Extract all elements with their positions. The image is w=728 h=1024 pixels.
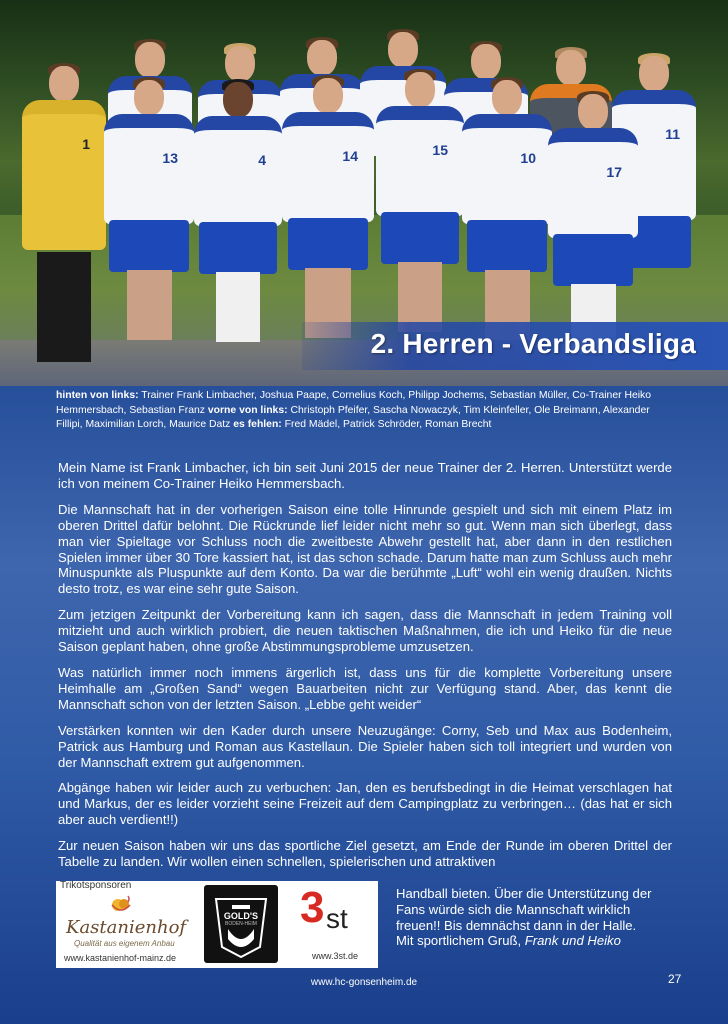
page-title: 2. Herren - Verbandsliga	[370, 328, 696, 359]
caption-missing-label: es fehlen:	[233, 419, 282, 431]
paragraph-preparation: Zum jetzigen Zeitpunkt der Vorbereitung kann ich sagen, dass die Mannschaft in jedem Training voll mitzieht und auch wirklich probiert, die neuen taktischen Maßnahmen, die ich und Heiko für die neue Saison geplant haben, ohne große Abstimmungsprobleme umzusetzen.	[58, 607, 672, 655]
paragraph-last-season: Die Mannschaft hat in der vorherigen Saison eine tolle Hinrunde gespielt und sich mit einem Platz im oberen Drittel dafür belohnt. Die Rückrunde lief leider nicht mehr so gut. Wenn man sich überlegt, dass man vier Spieltage vor Schluss noch die zweitbeste Abwehr gestellt hat, aber dann in den restlichen Spielen immer über 30 Tore kassiert hat, ist das schon schade. Darum hatte man zum Schluss auch mehr Minuspunkte als Pluspunkte auf dem Konto. Da war die berühmte „Luft“ wohl ein wenig draußen. Nichts desto trotz, es war eine sehr gute Saison.	[58, 501, 672, 597]
3st-logo	[292, 883, 372, 963]
photo-caption	[56, 389, 656, 433]
3st-number: 3	[300, 883, 325, 932]
closing-greeting: Mit sportlichem Gruß,	[396, 933, 525, 949]
caption-front-label: vorne von links:	[207, 404, 288, 416]
paragraph-goal: Zur neuen Saison haben wir uns das sportliche Ziel gesetzt, am Ende der Runde im oberen Drittel der Tabelle zu landen. Wir wollen einen schnellen, spielerischen und attraktiven	[58, 838, 672, 870]
player-front-4: 4	[194, 82, 282, 372]
player-back-6: 11	[612, 56, 696, 316]
kastanienhof-logo	[62, 895, 186, 965]
title-banner	[302, 322, 728, 370]
3st-letters: st	[326, 903, 348, 934]
player-front-10: 10	[462, 80, 552, 370]
caption-back-label: hinten von links:	[56, 390, 139, 401]
footer-url: www.hc-gonsenheim.de	[310, 977, 418, 988]
paragraph-departures: Abgänge haben wir leider auch zu verbuchen: Jan, den es berufsbedingt in die Heimat verschlagen hat und Markus, der es leider vorzieht seine Freizeit auf dem Campingplatz zu verbringen… (das hat er sich aber auch verdient!!)	[58, 780, 672, 828]
golds-logo	[204, 885, 278, 963]
golds-name: GOLD'S	[223, 911, 259, 921]
player-front-14: 14	[282, 78, 374, 368]
player-front-13: 13	[104, 80, 194, 370]
paragraph-intro: Mein Name ist Frank Limbacher, ich bin seit Juni 2015 der neue Trainer der 2. Herren. Unterstützt werde ich von meinem Co-Trainer Heiko Hemmersbach.	[58, 460, 672, 491]
closing-body: Handball bieten. Über die Unterstützung der Fans würde sich die Mannschaft wirklich freuen!! Bis demnächst dann in der Halle.	[396, 886, 652, 933]
closing-text	[396, 886, 676, 949]
kastanienhof-tagline: Qualität aus eigenem Anbau	[74, 939, 175, 948]
closing-signature: Frank und Heiko	[524, 933, 621, 949]
sponsor-box	[56, 881, 378, 968]
caption-back-names: Trainer Frank Limbacher, Joshua Paape, Cornelius Koch, Philipp Jochems, Sebastian Müller, Co-Trainer Heiko Hemmersbach, Sebastian Franz	[56, 390, 652, 416]
player-keeper: 1	[22, 66, 106, 376]
article-body	[58, 460, 672, 870]
caption-front-names: Christoph Pfeifer, Sascha Nowaczyk, Tim Kleinfeller, Ole Breimann, Alexander Fillipi, Maximilian Lorch, Maurice Datz	[56, 404, 650, 431]
3st-url: www.3st.de	[312, 951, 359, 961]
golds-subtitle: BODEN-HEIM	[225, 921, 257, 927]
player-front-17: 17	[548, 94, 638, 384]
kastanienhof-url: www.kastanienhof-mainz.de	[64, 953, 177, 963]
kastanienhof-name: Kastanienhof	[66, 917, 187, 938]
team-photo	[0, 0, 728, 386]
paragraph-home-hall: Was natürlich immer noch immens ärgerlich ist, dass uns für die komplette Vorbereitung unsere Heimhalle am „Großen Sand“ wegen Bauarbeiten nicht zur Verfügung stand. Aber, das kennt die Mannschaft schon von der letzten Saison. „Lebbe geht weider“	[58, 664, 672, 712]
player-front-15: 15	[376, 72, 464, 362]
page-number: 27	[668, 972, 682, 986]
fruit-basket-icon	[110, 893, 132, 913]
caption-missing-names: Fred Mädel, Patrick Schröder, Roman Brecht	[281, 419, 492, 431]
paragraph-newcomers: Verstärken konnten wir den Kader durch unsere Neuzugänge: Corny, Seb und Max aus Bodenheim, Patrick aus Hamburg und Roman aus Kastellaun. Die Spieler haben sich toll integriert und wurden von der Mannschaft extrem gut aufgenommen.	[58, 722, 672, 770]
sponsor-label: Trikotsponsoren	[60, 880, 132, 891]
